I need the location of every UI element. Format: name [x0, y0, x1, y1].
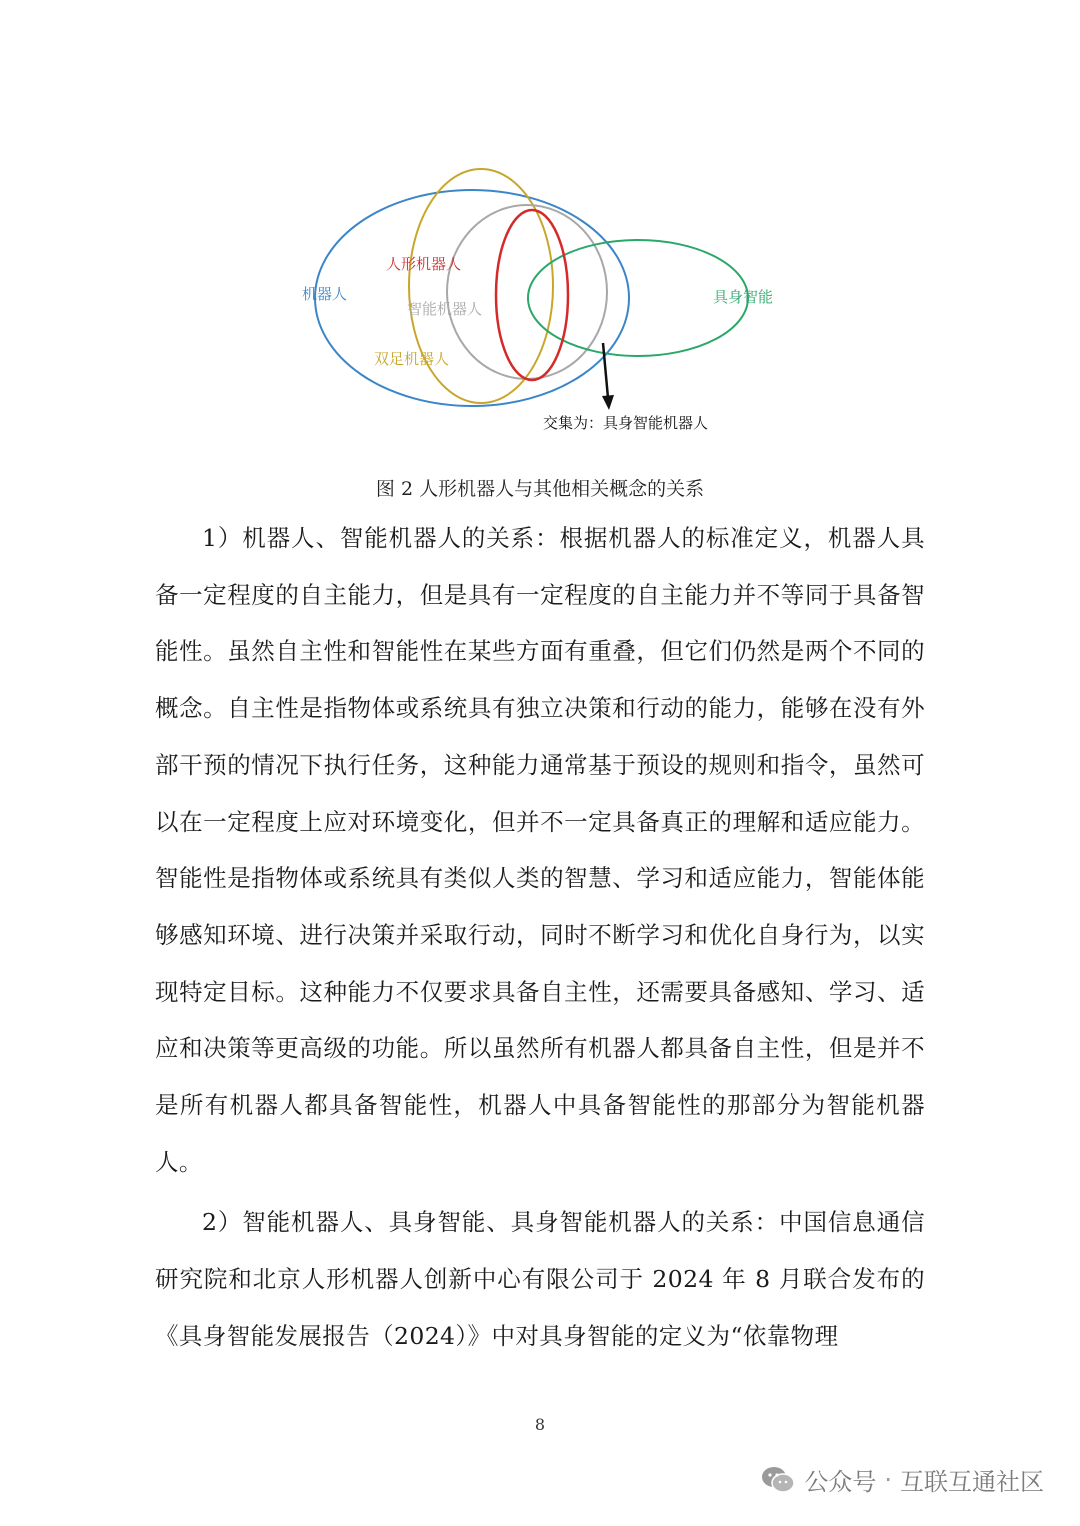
page-number: 8	[534, 1415, 546, 1434]
biped-robot-label: 双足机器人	[374, 350, 450, 368]
intersection-arrow-head	[602, 395, 614, 410]
body-text	[155, 510, 925, 1365]
watermark-account: 互联互通社区	[900, 1468, 1044, 1496]
paragraph-2: 2）智能机器人、具身智能、具身智能机器人的关系：中国信息通信研究院和北京人形机器人创新中心有限公司于 2024 年 8 月联合发布的《具身智能发展报告（2024）》中对具身智能的定义为“依靠物理	[155, 1208, 925, 1350]
humanoid-robot-label: 人形机器人	[386, 255, 462, 273]
robot-label: 机器人	[302, 285, 348, 303]
venn-diagram-svg	[0, 0, 1080, 460]
humanoid-robot-ellipse	[496, 210, 568, 380]
embodied-intelligence-label: 具身智能	[713, 288, 774, 306]
paragraph-1: 1）机器人、智能机器人的关系：根据机器人的标准定义，机器人具备一定程度的自主能力，但是具有一定程度的自主能力并不等同于具备智能性。虽然自主性和智能性在某些方面有重叠，但它们仍然是两个不同的概念。自主性是指物体或系统具有独立决策和行动的能力，能够在没有外部干预的情况下执行任务，这种能力通常基于预设的规则和指令，虽然可以在一定程度上应对环境变化，但并不一定具备真正的理解和适应能力。智能性是指物体或系统具有类似人类的智慧、学习和适应能力，智能体能够感知环境、进行决策并采取行动，同时不断学习和优化自身行为，以实现特定目标。这种能力不仅要求具备自主性，还需要具备感知、学习、适应和决策等更高级的功能。所以虽然所有机器人都具备自主性，但是并不是所有机器人都具备智能性，机器人中具备智能性的那部分为智能机器人。	[155, 524, 925, 1176]
intersection-label: 交集为：具身智能机器人	[543, 414, 709, 432]
figure-caption: 图 2 人形机器人与其他相关概念的关系	[375, 478, 705, 500]
watermark-separator: ·	[884, 1465, 892, 1494]
concept-relationship-diagram	[0, 0, 1080, 460]
watermark-source: 公众号	[804, 1468, 877, 1496]
watermark	[760, 1462, 1044, 1497]
intelligent-robot-ellipse	[447, 205, 607, 379]
intelligent-robot-label: 智能机器人	[407, 300, 483, 318]
wechat-icon	[760, 1465, 796, 1495]
intersection-arrow-line	[603, 343, 608, 398]
